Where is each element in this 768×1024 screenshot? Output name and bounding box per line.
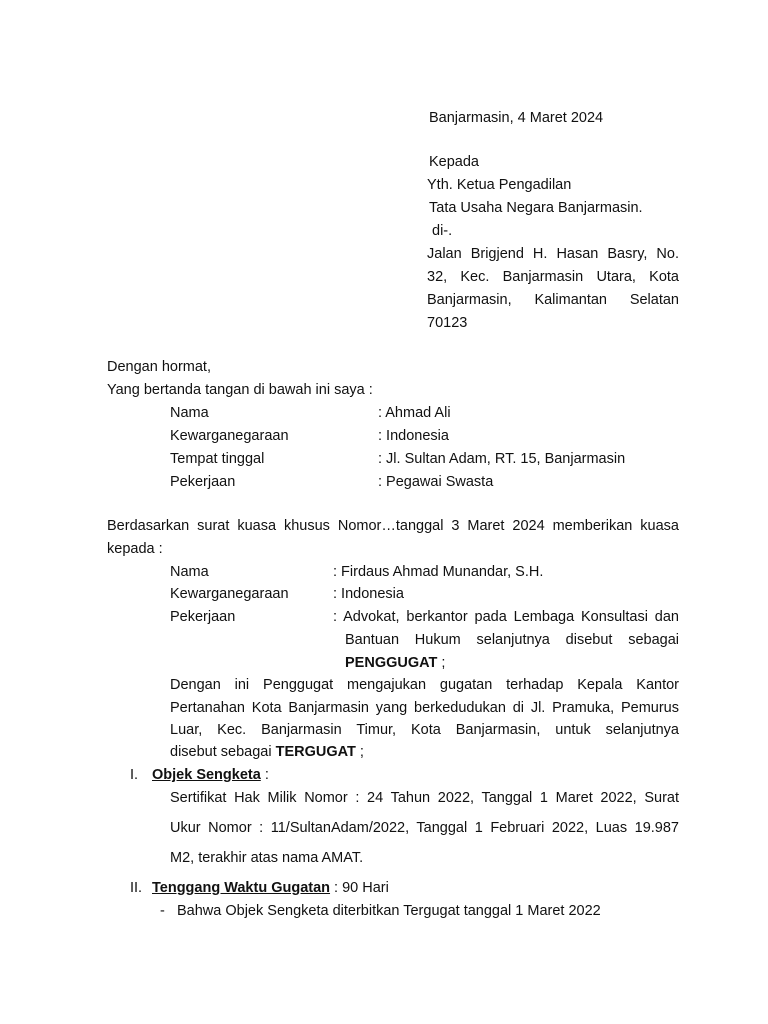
section-2-rest: : 90 Hari xyxy=(330,880,389,896)
section-1-colon: : xyxy=(260,767,269,783)
recipient-title: Yth. Ketua Pengadilan xyxy=(427,177,572,193)
objek-line-3: M2, terakhir atas nama AMAT. xyxy=(170,850,364,866)
place-date: Banjarmasin, 4 Maret 2024 xyxy=(429,110,604,126)
bullet-dash: - xyxy=(160,903,165,919)
di-label: di-. xyxy=(432,223,453,239)
section-1-number: I. xyxy=(130,767,139,783)
address-line-3: Banjarmasin, Kalimantan Selatan xyxy=(427,292,679,308)
penggugat-designation xyxy=(345,655,445,671)
objek-line-2: Ukur Nomor : 11/SultanAdam/2022, Tanggal 1 Februari 2022, Luas 19.987 xyxy=(170,820,679,836)
address-line-1: Jalan Brigjend H. Hasan Basry, No. xyxy=(427,246,679,262)
intro-line: Yang bertanda tangan di bawah ini saya : xyxy=(107,382,373,398)
tergugat-label: TERGUGAT xyxy=(275,744,356,760)
gugatan-line-4 xyxy=(170,744,364,760)
section-2-number: II. xyxy=(130,880,143,896)
principal-name-value: : Ahmad Ali xyxy=(378,405,451,421)
gugatan-line-2: Pertanahan Kota Banjarmasin yang berkedudukan di Jl. Pramuka, Pemurus xyxy=(170,700,679,716)
objek-line-1: Sertifikat Hak Milik Nomor : 24 Tahun 2022, Tanggal 1 Maret 2022, Surat xyxy=(170,790,679,806)
gugatan-line-4-suffix: ; xyxy=(355,744,364,760)
principal-citizenship-value: : Indonesia xyxy=(378,428,449,444)
greeting: Dengan hormat, xyxy=(107,359,211,375)
attorney-name-label: Nama xyxy=(170,564,209,580)
attorney-citizenship-label: Kewarganegaraan xyxy=(170,586,289,602)
attorney-occupation-label: Pekerjaan xyxy=(170,609,236,625)
principal-citizenship-label: Kewarganegaraan xyxy=(170,428,289,444)
kepada-label: Kepada xyxy=(429,154,479,170)
principal-occupation-label: Pekerjaan xyxy=(170,474,236,490)
section-1-title: Objek Sengketa xyxy=(152,767,261,783)
court-name: Tata Usaha Negara Banjarmasin. xyxy=(429,200,643,216)
gugatan-line-3: Luar, Kec. Banjarmasin Timur, Kota Banjarmasin, untuk selanjutnya xyxy=(170,722,679,738)
section-2-title: Tenggang Waktu Gugatan xyxy=(152,880,331,896)
section-2-heading xyxy=(152,880,389,896)
attorney-occupation-line-1: : Advokat, berkantor pada Lembaga Konsultasi dan xyxy=(333,609,679,625)
attorney-name-value: : Firdaus Ahmad Munandar, S.H. xyxy=(333,564,544,580)
attorney-occupation-line-2: Bantuan Hukum selanjutnya disebut sebagai xyxy=(345,632,679,648)
address-line-2: 32, Kec. Banjarmasin Utara, Kota xyxy=(427,269,679,285)
gugatan-line-1: Dengan ini Penggugat mengajukan gugatan terhadap Kepala Kantor xyxy=(170,677,679,693)
kuasa-paragraph-line-1: Berdasarkan surat kuasa khusus Nomor…tanggal 3 Maret 2024 memberikan kuasa xyxy=(107,518,679,534)
section-1-heading xyxy=(152,767,269,783)
penggugat-label: PENGGUGAT xyxy=(345,655,438,671)
gugatan-line-4-prefix: disebut sebagai xyxy=(170,744,276,760)
kuasa-paragraph-line-2: kepada : xyxy=(107,541,163,557)
principal-residence-value: : Jl. Sultan Adam, RT. 15, Banjarmasin xyxy=(378,451,626,467)
principal-occupation-value: : Pegawai Swasta xyxy=(378,474,494,490)
address-line-4: 70123 xyxy=(427,315,468,331)
principal-name-label: Nama xyxy=(170,405,209,421)
bullet-text: Bahwa Objek Sengketa diterbitkan Tergugat tanggal 1 Maret 2022 xyxy=(177,903,601,919)
attorney-citizenship-value: : Indonesia xyxy=(333,586,404,602)
principal-residence-label: Tempat tinggal xyxy=(170,451,265,467)
penggugat-suffix: ; xyxy=(437,655,446,671)
